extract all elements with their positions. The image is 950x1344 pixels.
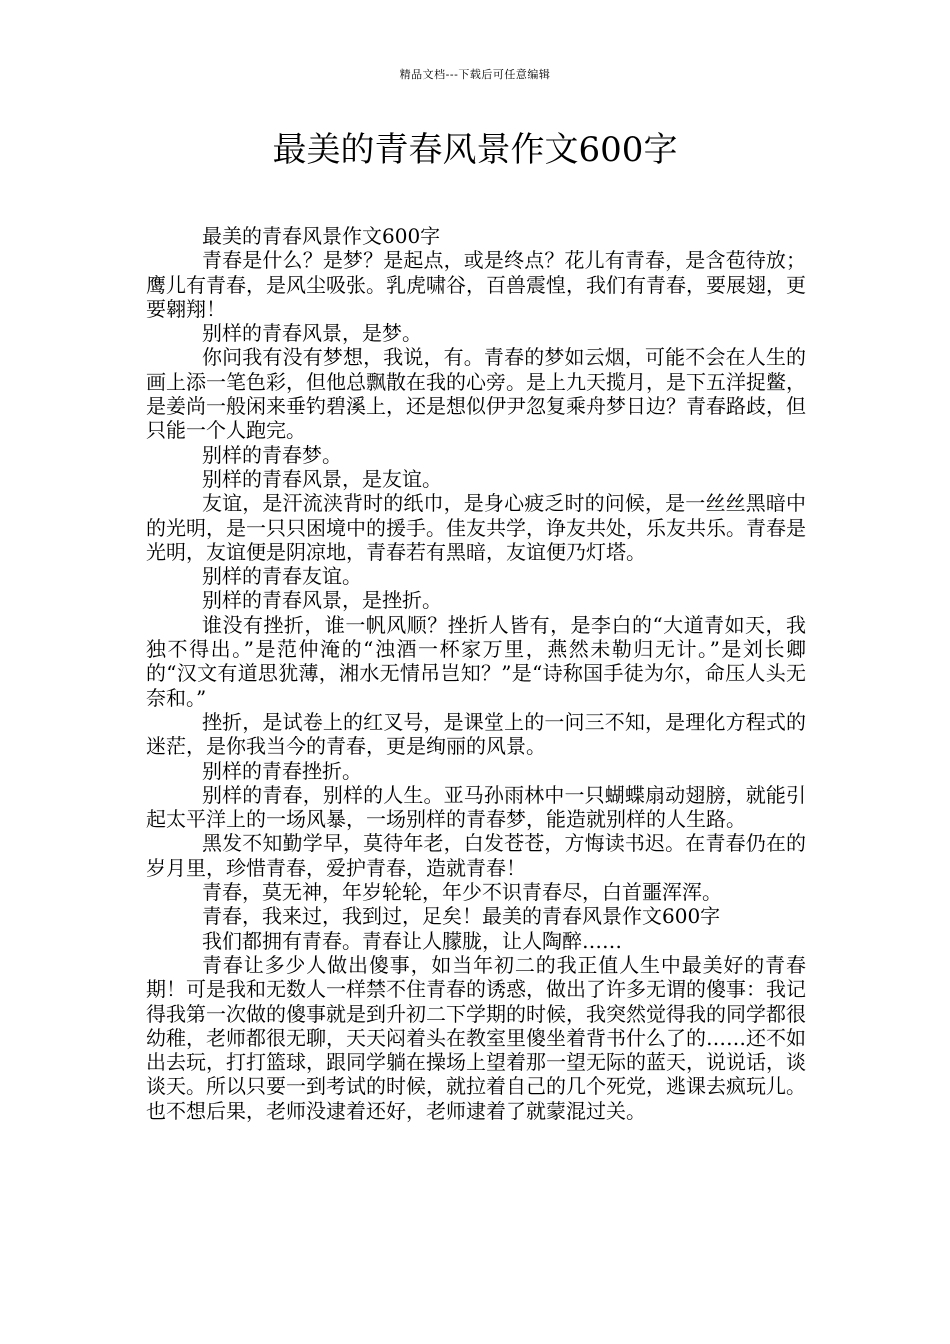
paragraph: 别样的青春，别样的人生。亚马孙雨林中一只蝴蝶扇动翅膀，就能引起太平洋上的一场风暴，一场别样的青春梦，能造就别样的人生路。 — [146, 782, 806, 832]
paragraph: 青春让多少人做出傻事，如当年初二的我正值人生中最美好的青春期！可是我和无数人一样禁不住青春的诱惑，做出了许多无谓的傻事：我记得我第一次做的傻事就是到升初二下学期的时候，我突然觉得我的同学都很幼稚，老师都很无聊，天天闷着头在教室里傻坐着背书什么了的……还不如出去玩，打打篮球，跟同学躺在操场上望着那一望无际的蓝天，说说话，谈谈天。所以只要一到考试的时候，就拉着自己的几个死党，逃课去疯玩儿。也不想后果，老师没逮着还好，老师逮着了就蒙混过关。 — [146, 952, 806, 1123]
paragraph: 友谊，是汗流浃背时的纸巾，是身心疲乏时的问候，是一丝丝黑暗中的光明，是一只只困境中的援手。佳友共学，诤友共处，乐友共乐。青春是光明，友谊便是阴凉地，青春若有黑暗，友谊便乃灯塔。 — [146, 491, 806, 564]
paragraph: 你问我有没有梦想，我说，有。青春的梦如云烟，可能不会在人生的画上添一笔色彩，但他总飘散在我的心旁。是上九天揽月，是下五洋捉鳖，是姜尚一般闲来垂钓碧溪上，还是想似伊尹忽复乘舟梦日边？青春路歧，但只能一个人跑完。 — [146, 345, 806, 443]
paragraph: 最美的青春风景作文600字 — [202, 224, 441, 248]
paragraph: 挫折，是试卷上的红叉号，是课堂上的一问三不知，是理化方程式的迷茫，是你我当今的青春，更是绚丽的风景。 — [146, 709, 806, 759]
page-title: 最美的青春风景作文600字 — [272, 130, 678, 170]
paragraph: 青春，我来过，我到过，足矣！最美的青春风景作文600字 — [202, 904, 721, 929]
paragraph: 别样的青春挫折。 — [202, 758, 362, 783]
paragraph: 黑发不知勤学早，莫待年老，白发苍苍，方悔读书迟。在青春仍在的岁月里，珍惜青春，爱护青春，造就青春！ — [146, 831, 806, 880]
paragraph: 别样的青春风景，是梦。 — [202, 321, 422, 346]
paragraph: 别样的青春风景，是挫折。 — [202, 588, 442, 613]
paragraph: 我们都拥有青春。青春让人朦胧，让人陶醉…… — [202, 928, 622, 953]
paragraph: 青春，莫无神，年岁轮轮，年少不识青春尽，白首噩浑浑。 — [202, 880, 722, 905]
paragraph: 青春是什么？是梦？是起点，或是终点？花儿有青春，是含苞待放；鹰儿有青春，是风尘吸张。乳虎啸谷，百兽震惶，我们有青春，要展翅，更要翱翔！ — [146, 248, 806, 321]
article-body — [146, 224, 806, 1123]
paragraph: 别样的青春风景，是友谊。 — [202, 466, 442, 491]
header-note: 精品文档---下载后可任意编辑 — [399, 68, 551, 81]
paragraph: 谁没有挫折，谁一帆风顺？挫折人皆有，是李白的“大道青如天，我独不得出。”是范仲淹的“浊酒一杯家万里，燕然未勒归无计。”是刘长卿的“汉文有道思犹薄，湘水无情吊岂知？”是“诗称国手徒为尔，命压人头无奈和。” — [146, 612, 806, 710]
paragraph: 别样的青春友谊。 — [202, 564, 362, 589]
paragraph: 别样的青春梦。 — [202, 442, 342, 467]
